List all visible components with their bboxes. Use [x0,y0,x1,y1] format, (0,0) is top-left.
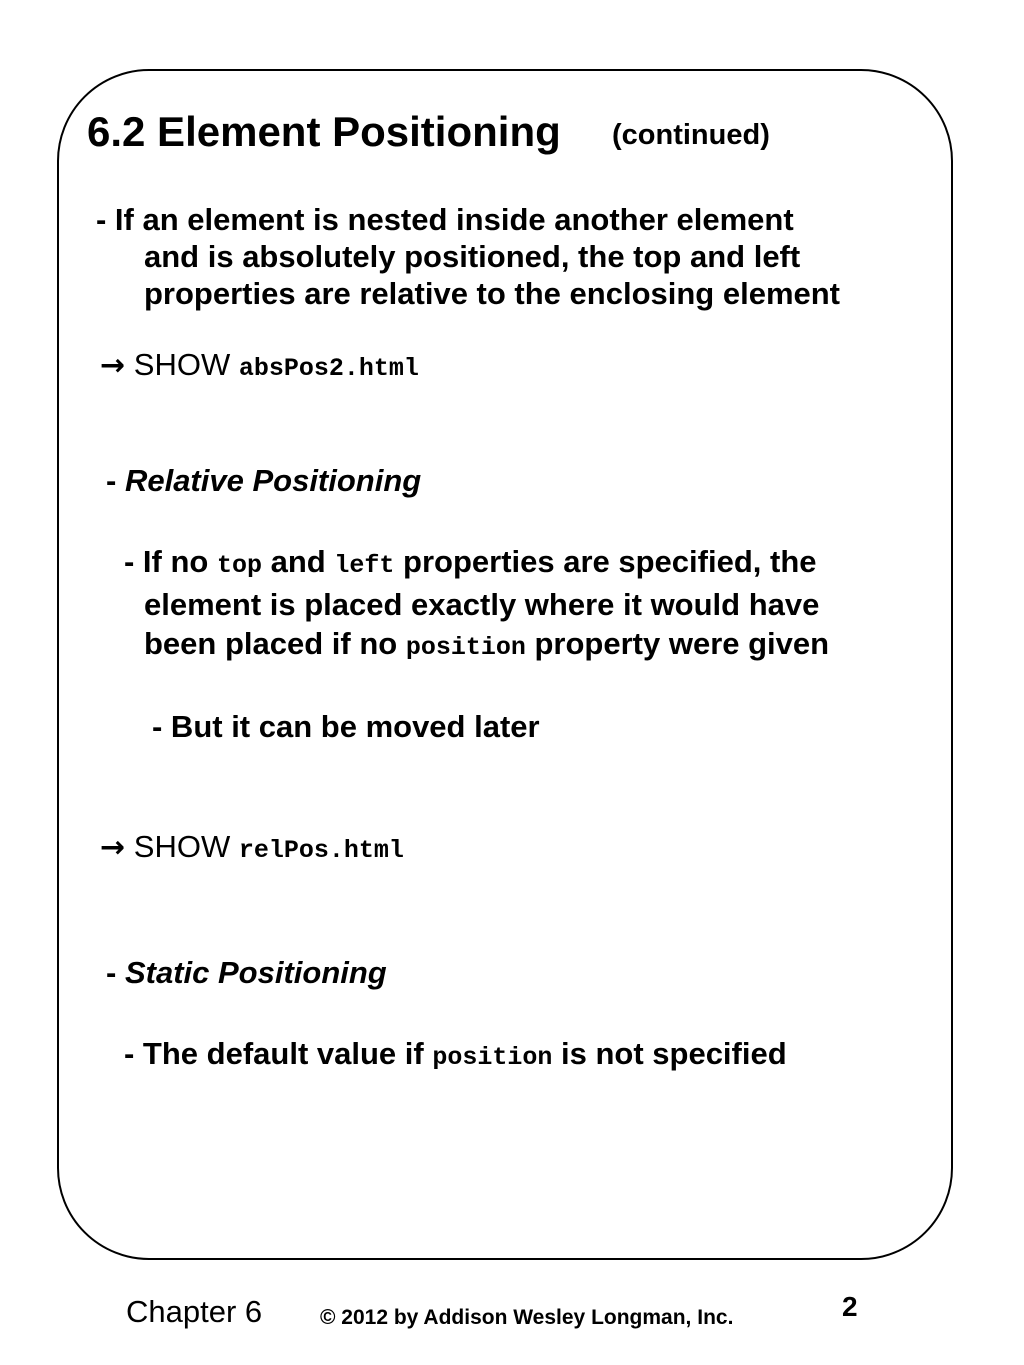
relative-heading-text: Relative Positioning [124,463,422,498]
relative-line-1 [124,543,817,584]
static-line [124,1035,787,1076]
static-heading-dash: - [106,955,117,990]
relative-line-3-text-a: been placed if no [144,626,398,661]
relative-line-2: element is placed exactly where it would have [144,587,820,622]
code-position: position [432,1043,553,1072]
slide-title-continued: (continued) [612,119,770,151]
footer-chapter: Chapter 6 [126,1294,263,1329]
relative-line-3-text-b: property were given [534,626,830,661]
nested-rule-line-1: - If an element is nested inside another element [96,202,794,237]
relative-line-1-text-b: and [270,544,326,579]
show-label: SHOW [133,829,231,864]
relative-heading [106,462,421,499]
arrow-right-icon: → [100,348,126,383]
relative-line-1-text-a: - If no [124,544,209,579]
slide-title: 6.2 Element Positioning [87,108,561,155]
static-line-text-b: is not specified [561,1036,787,1071]
relative-line-3 [144,625,829,666]
static-heading-text: Static Positioning [124,955,387,990]
show-file-name: relPos.html [238,836,404,865]
nested-rule-line-3: properties are relative to the enclosing element [144,276,841,311]
show-abspos2 [100,347,419,383]
code-top: top [216,551,262,580]
nested-rule-line-2: and is absolutely positioned, the top and left [144,239,801,274]
show-label: SHOW [133,347,231,382]
relative-heading-dash: - [106,463,117,498]
relative-sub-note: - But it can be moved later [152,709,540,744]
show-relpos [100,829,404,865]
show-file-name: absPos2.html [238,354,419,383]
static-line-text-a: - The default value if [124,1036,424,1071]
arrow-right-icon: → [100,830,126,865]
relative-line-1-text-c: properties are specified, the [403,544,817,579]
footer-copyright: © 2012 by Addison Wesley Longman, Inc. [320,1306,734,1329]
code-left: left [334,551,395,580]
static-heading [106,954,387,991]
page-number: 2 [842,1291,858,1322]
code-position: position [405,633,526,662]
